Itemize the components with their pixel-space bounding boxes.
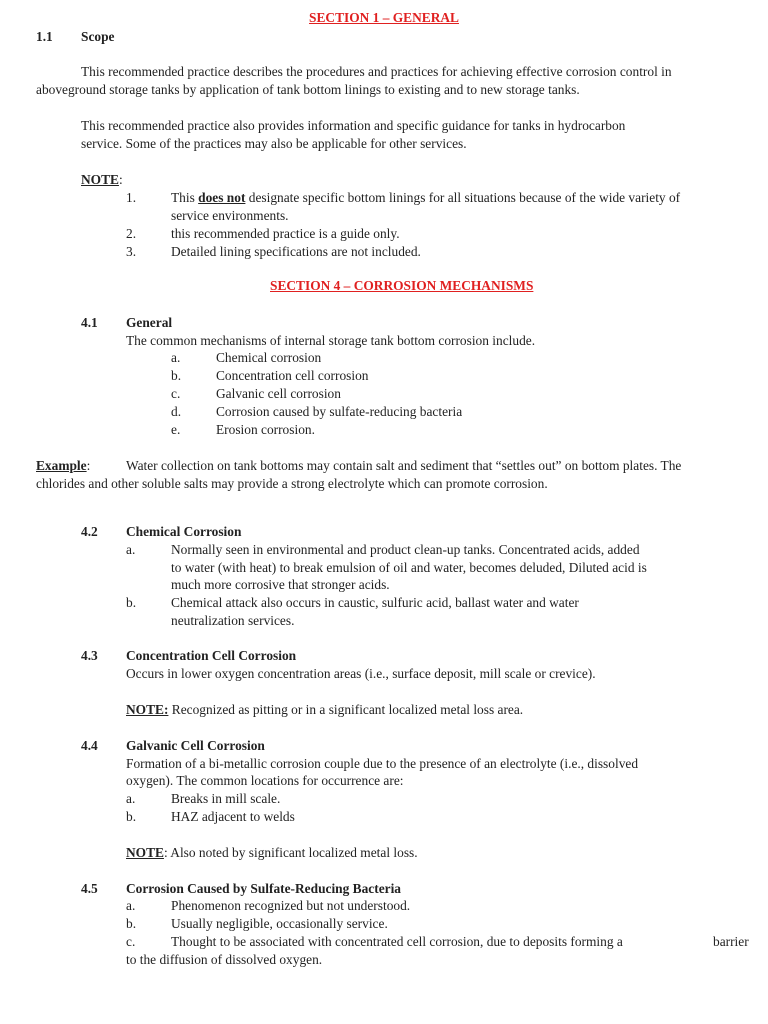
section-4-4-number: 4.4 bbox=[81, 738, 98, 753]
note-heading bbox=[81, 171, 123, 189]
example-heading bbox=[36, 457, 90, 475]
mechanism-d-letter: d. bbox=[171, 404, 182, 419]
section-4-2-b-line-1: Chemical attack also occurs in caustic, sulfuric acid, ballast water and water bbox=[171, 595, 579, 610]
section-4-5-c-line-2: to the diffusion of dissolved oxygen. bbox=[126, 952, 323, 967]
section-4-4-b-letter: b. bbox=[126, 809, 137, 824]
example-label: Example bbox=[36, 458, 87, 473]
example-colon: : bbox=[86, 458, 91, 473]
note-1-number: 1. bbox=[126, 190, 137, 205]
mechanism-c-text: Galvanic cell corrosion bbox=[216, 386, 341, 401]
section-4-3-note-text: Recognized as pitting or in a significant localized metal loss area. bbox=[168, 702, 524, 717]
note-colon: : bbox=[118, 172, 123, 187]
section-4-2-a-letter: a. bbox=[126, 542, 136, 557]
section-4-4-title: Galvanic Cell Corrosion bbox=[126, 738, 265, 753]
note-1-line-1 bbox=[171, 189, 680, 207]
section-4-5-number: 4.5 bbox=[81, 881, 98, 896]
section-4-2-b-letter: b. bbox=[126, 595, 137, 610]
note-2-number: 2. bbox=[126, 226, 137, 241]
note-3-number: 3. bbox=[126, 244, 137, 259]
section-1-heading: SECTION 1 – GENERAL bbox=[309, 10, 459, 25]
scope-number: 1.1 bbox=[36, 29, 53, 44]
section-4-2-a-line-2: to water (with heat) to break emulsion of oil and water, becomes deluded, Diluted acid is bbox=[171, 560, 647, 575]
section-4-4-a-text: Breaks in mill scale. bbox=[171, 791, 281, 806]
scope-paragraph-1-line-2: aboveground storage tanks by application of tank bottom linings to existing and to new storage tanks. bbox=[36, 82, 580, 97]
mechanism-a-letter: a. bbox=[171, 350, 181, 365]
section-4-2-number: 4.2 bbox=[81, 524, 98, 539]
mechanism-e-letter: e. bbox=[171, 422, 181, 437]
scope-paragraph-2-line-2: service. Some of the practices may also be applicable for other services. bbox=[81, 136, 467, 151]
section-4-3-text: Occurs in lower oxygen concentration areas (i.e., surface deposit, mill scale or crevice). bbox=[126, 666, 596, 681]
section-4-5-b-text: Usually negligible, occasionally service. bbox=[171, 916, 388, 931]
section-4-1-title: General bbox=[126, 315, 173, 330]
section-4-2-a-line-1: Normally seen in environmental and product clean-up tanks. Concentrated acids, added bbox=[171, 542, 640, 557]
note-1-line-2: service environments. bbox=[171, 208, 289, 223]
section-4-heading: SECTION 4 – CORROSION MECHANISMS bbox=[270, 278, 534, 293]
mechanism-a-text: Chemical corrosion bbox=[216, 350, 322, 365]
section-4-5-title: Corrosion Caused by Sulfate-Reducing Bacteria bbox=[126, 881, 402, 896]
section-4-3-title: Concentration Cell Corrosion bbox=[126, 648, 297, 663]
scope-paragraph-1-line-1: This recommended practice describes the procedures and practices for achieving effective corrosion control in bbox=[81, 64, 672, 79]
section-4-5-c-trailing-word: barrier bbox=[713, 934, 749, 949]
section-4-2-a-line-3: much more corrosive that stronger acids. bbox=[171, 577, 390, 592]
note-1-prefix: This bbox=[171, 190, 199, 205]
section-4-4-a-letter: a. bbox=[126, 791, 136, 806]
mechanism-c-letter: c. bbox=[171, 386, 181, 401]
note-label: NOTE bbox=[81, 172, 119, 187]
section-4-4-line-2: oxygen). The common locations for occurrence are: bbox=[126, 773, 404, 788]
scope-title: Scope bbox=[81, 29, 115, 44]
section-4-3-note-label: NOTE: bbox=[126, 702, 169, 717]
section-4-5-b-letter: b. bbox=[126, 916, 137, 931]
section-4-1-intro: The common mechanisms of internal storage tank bottom corrosion include. bbox=[126, 333, 536, 348]
section-4-4-note-text: : Also noted by significant localized metal loss. bbox=[163, 845, 418, 860]
note-2-text: this recommended practice is a guide only. bbox=[171, 226, 400, 241]
mechanism-d-text: Corrosion caused by sulfate-reducing bacteria bbox=[216, 404, 463, 419]
mechanism-b-text: Concentration cell corrosion bbox=[216, 368, 369, 383]
example-line-2: chlorides and other soluble salts may provide a strong electrolyte which can promote corrosion. bbox=[36, 476, 548, 491]
note-3-text: Detailed lining specifications are not included. bbox=[171, 244, 421, 259]
mechanism-b-letter: b. bbox=[171, 368, 182, 383]
note-1-suffix: designate specific bottom linings for all situations because of the wide variety of bbox=[245, 190, 681, 205]
section-4-3-note bbox=[126, 701, 523, 719]
section-4-4-b-text: HAZ adjacent to welds bbox=[171, 809, 295, 824]
scope-paragraph-2-line-1: This recommended practice also provides information and specific guidance for tanks in hydrocarbon bbox=[81, 118, 626, 133]
mechanism-e-text: Erosion corrosion. bbox=[216, 422, 315, 437]
section-4-2-b-line-2: neutralization services. bbox=[171, 613, 295, 628]
section-4-3-number: 4.3 bbox=[81, 648, 98, 663]
note-1-emphasis: does not bbox=[198, 190, 246, 205]
section-4-4-note bbox=[126, 844, 418, 862]
section-4-4-note-label: NOTE bbox=[126, 845, 164, 860]
section-4-2-title: Chemical Corrosion bbox=[126, 524, 242, 539]
section-4-5-a-letter: a. bbox=[126, 898, 136, 913]
section-4-5-a-text: Phenomenon recognized but not understood. bbox=[171, 898, 411, 913]
section-4-1-number: 4.1 bbox=[81, 315, 98, 330]
section-4-4-line-1: Formation of a bi-metallic corrosion couple due to the presence of an electrolyte (i.e., dissolved bbox=[126, 756, 639, 771]
section-4-5-c-line-1: Thought to be associated with concentrated cell corrosion, due to deposits forming a bbox=[171, 934, 623, 949]
example-line-1: Water collection on tank bottoms may contain salt and sediment that “settles out” on bottom plates. The bbox=[126, 458, 682, 473]
section-4-5-c-letter: c. bbox=[126, 934, 136, 949]
